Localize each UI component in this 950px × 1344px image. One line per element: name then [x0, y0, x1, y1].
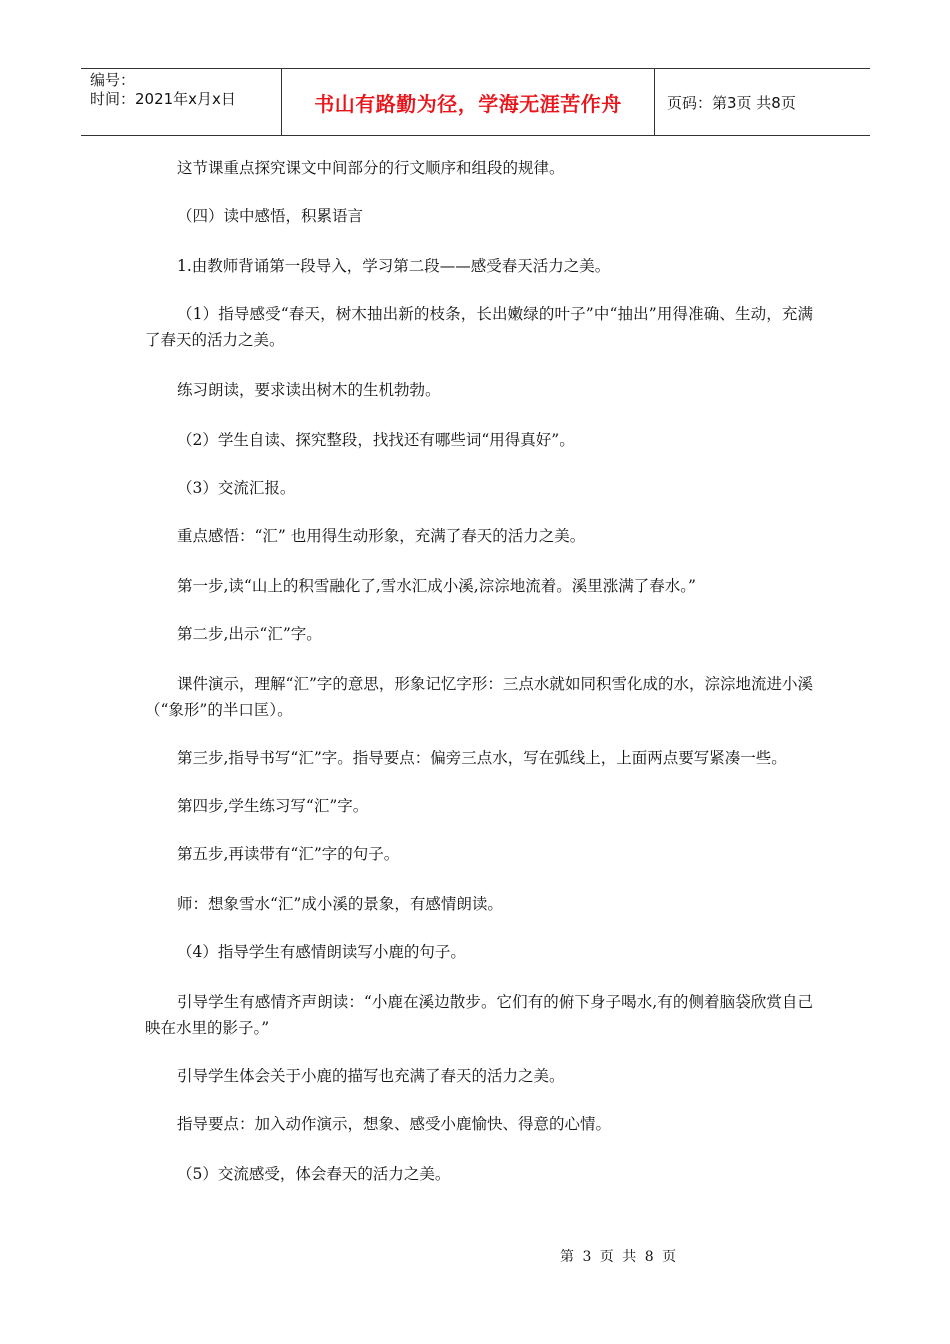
paragraph: 重点感悟：“汇” 也用得生动形象，充满了春天的活力之美。: [177, 527, 586, 545]
header-motto: 书山有路勤为径，学海无涯苦作舟: [282, 69, 655, 135]
paragraph: 这节课重点探究课文中间部分的行文顺序和组段的规律。: [177, 159, 565, 177]
document-time-label: 时间：2021年x月x日: [90, 90, 236, 108]
paragraph: 引导学生体会关于小鹿的描写也充满了春天的活力之美。: [177, 1067, 565, 1085]
paragraph: 练习朗读，要求读出树木的生机勃勃。: [177, 381, 441, 399]
paragraph: 第四步,学生练习写“汇”字。: [177, 797, 369, 815]
header-left-cell: [81, 69, 282, 135]
document-header: [81, 68, 870, 136]
paragraph: 师：想象雪水“汇”成小溪的景象，有感情朗读。: [177, 895, 503, 913]
paragraph: 第一步,读“山上的积雪融化了,雪水汇成小溪,淙淙地流着。溪里涨满了春水。”: [177, 577, 696, 595]
paragraph: 第五步,再读带有“汇”字的句子。: [177, 845, 400, 863]
paragraph: （1）指导感受“春天，树木抽出新的枝条，长出嫩绿的叶子”中“抽出”用得准确、生动，充满了春天的活力之美。: [145, 305, 813, 349]
page-footer: 第 3 页 共 8 页: [560, 1249, 679, 1265]
paragraph: 指导要点：加入动作演示，想象、感受小鹿愉快、得意的心情。: [177, 1115, 612, 1133]
paragraph: （四）读中感悟，积累语言: [177, 207, 364, 225]
paragraph: 引导学生有感情齐声朗读：“小鹿在溪边散步。它们有的俯下身子喝水,有的侧着脑袋欣赏自己映在水里的影子。”: [145, 993, 813, 1037]
document-body: [145, 155, 813, 1187]
paragraph: （5）交流感受，体会春天的活力之美。: [177, 1165, 451, 1183]
header-page-label: 页码：第3页 共8页: [667, 93, 796, 112]
paragraph: 1.由教师背诵第一段导入，学习第二段——感受春天活力之美。: [177, 257, 611, 275]
paragraph: （2）学生自读、探究整段，找找还有哪些词“用得真好”。: [177, 431, 575, 449]
paragraph: 第三步,指导书写“汇”字。指导要点：偏旁三点水，写在弧线上，上面两点要写紧凑一些。: [177, 749, 787, 767]
document-number-label: 编号：: [90, 71, 136, 89]
paragraph: （3）交流汇报。: [177, 479, 296, 497]
paragraph: （4）指导学生有感情朗读写小鹿的句子。: [177, 943, 466, 961]
paragraph: 第二步,出示“汇”字。: [177, 625, 322, 643]
paragraph: 课件演示，理解“汇”字的意思，形象记忆字形：三点水就如同积雪化成的水，淙淙地流进小溪（“象形”的半口匡）。: [145, 675, 813, 719]
